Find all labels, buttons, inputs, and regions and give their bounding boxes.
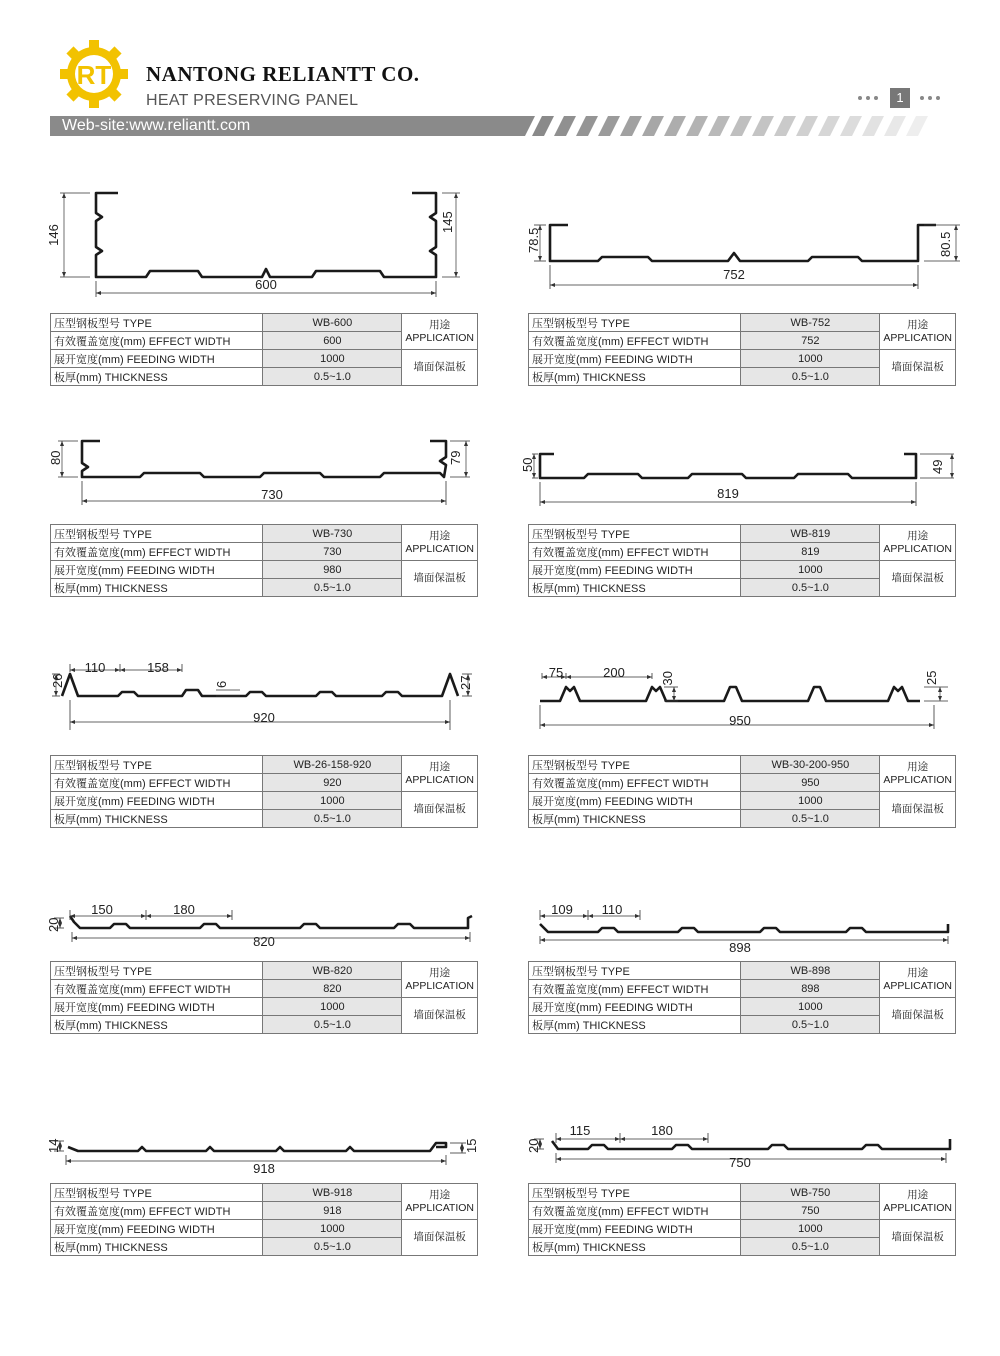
row-type (51, 756, 478, 774)
page-subtitle: HEAT PRESERVING PANEL (146, 92, 359, 109)
application-cn: 用途 (907, 760, 929, 773)
dim-width: 750 (729, 1155, 751, 1170)
spec-table (528, 961, 956, 1034)
row-feeding-width (51, 561, 478, 579)
dim-width: 600 (255, 277, 277, 292)
value-feeding-width: 1000 (263, 350, 402, 368)
value-type: WB-820 (263, 962, 402, 980)
application-en: APPLICATION (883, 542, 952, 555)
dim-width: 898 (729, 940, 751, 955)
application-en: APPLICATION (883, 1201, 952, 1214)
dim-height-right: 15 (464, 1138, 479, 1153)
profile-drawing (46, 185, 478, 313)
value-effect-width: 752 (741, 332, 880, 350)
row-feeding-width (51, 998, 478, 1016)
application-header (402, 756, 478, 792)
row-feeding-width (529, 792, 956, 810)
website-link[interactable]: Web-site:www.reliantt.com (62, 117, 251, 134)
label-thickness: 板厚(mm) THICKNESS (51, 579, 263, 597)
dim-width: 752 (723, 267, 745, 282)
profile-drawing (520, 450, 956, 524)
value-effect-width: 918 (263, 1202, 402, 1220)
application-en: APPLICATION (883, 331, 952, 344)
dim-height-left: 80 (48, 450, 63, 465)
value-effect-width: 600 (263, 332, 402, 350)
label-feeding-width: 展开宽度(mm) FEEDING WIDTH (529, 561, 741, 579)
application-en: APPLICATION (405, 331, 474, 344)
label-feeding-width: 展开宽度(mm) FEEDING WIDTH (51, 792, 263, 810)
spec-table (528, 313, 956, 386)
application-cn: 用途 (907, 318, 929, 331)
dim-height-right: 49 (930, 459, 945, 474)
spec-table (528, 755, 956, 828)
profile-drawing (528, 900, 956, 961)
row-feeding-width (529, 1220, 956, 1238)
application-header (880, 314, 956, 350)
label-effect-width: 有效覆盖宽度(mm) EFFECT WIDTH (51, 1202, 263, 1220)
application-value: 墙面保温板 (402, 998, 478, 1034)
label-feeding-width: 展开宽度(mm) FEEDING WIDTH (529, 998, 741, 1016)
dim-height-right: 25 (924, 670, 939, 685)
label-thickness: 板厚(mm) THICKNESS (51, 1016, 263, 1034)
value-type: WB-600 (263, 314, 402, 332)
profile-drawing (528, 1123, 956, 1183)
row-feeding-width (51, 1220, 478, 1238)
value-feeding-width: 1000 (263, 1220, 402, 1238)
application-cn: 用途 (429, 966, 451, 979)
application-value: 墙面保温板 (880, 1220, 956, 1256)
label-feeding-width: 展开宽度(mm) FEEDING WIDTH (51, 561, 263, 579)
company-name: NANTONG RELIANTT CO. (146, 62, 420, 86)
dim-height-right: 79 (448, 450, 463, 465)
value-effect-width: 820 (263, 980, 402, 998)
row-feeding-width (529, 561, 956, 579)
label-feeding-width: 展开宽度(mm) FEEDING WIDTH (529, 1220, 741, 1238)
application-en: APPLICATION (405, 773, 474, 786)
application-en: APPLICATION (883, 979, 952, 992)
website-bar (50, 116, 930, 136)
application-value: 墙面保温板 (880, 792, 956, 828)
application-value: 墙面保温板 (402, 561, 478, 597)
value-effect-width: 819 (741, 543, 880, 561)
value-effect-width: 898 (741, 980, 880, 998)
application-header (402, 1184, 478, 1220)
label-effect-width: 有效覆盖宽度(mm) EFFECT WIDTH (51, 774, 263, 792)
value-feeding-width: 1000 (263, 998, 402, 1016)
dim-height-left: 20 (526, 1138, 541, 1153)
row-type (51, 962, 478, 980)
application-en: APPLICATION (883, 773, 952, 786)
label-thickness: 板厚(mm) THICKNESS (51, 1238, 263, 1256)
value-feeding-width: 1000 (741, 350, 880, 368)
value-thickness: 0.5~1.0 (741, 1238, 880, 1256)
dim-width: 730 (261, 487, 283, 502)
dim-height-right: 80.5 (938, 231, 953, 257)
dim-pitch-2: 158 (147, 660, 169, 675)
label-feeding-width: 展开宽度(mm) FEEDING WIDTH (51, 1220, 263, 1238)
application-cn: 用途 (429, 1188, 451, 1201)
dim-rib-height: 6 (214, 680, 229, 688)
row-type (51, 525, 478, 543)
dim-width: 950 (729, 713, 751, 728)
row-type (529, 525, 956, 543)
spec-table (50, 313, 478, 386)
value-thickness: 0.5~1.0 (263, 810, 402, 828)
value-effect-width: 750 (741, 1202, 880, 1220)
application-cn: 用途 (907, 529, 929, 542)
label-effect-width: 有效覆盖宽度(mm) EFFECT WIDTH (529, 332, 741, 350)
spec-table (528, 524, 956, 597)
label-thickness: 板厚(mm) THICKNESS (529, 1016, 741, 1034)
dim-height-left: 26 (50, 673, 65, 688)
value-type: WB-898 (741, 962, 880, 980)
application-header (402, 962, 478, 998)
value-thickness: 0.5~1.0 (263, 368, 402, 386)
application-value: 墙面保温板 (402, 350, 478, 386)
value-thickness: 0.5~1.0 (263, 1238, 402, 1256)
dim-width: 819 (717, 486, 739, 501)
label-thickness: 板厚(mm) THICKNESS (51, 368, 263, 386)
application-value: 墙面保温板 (402, 792, 478, 828)
dim-pitch-1: 75 (548, 665, 564, 680)
label-feeding-width: 展开宽度(mm) FEEDING WIDTH (529, 792, 741, 810)
application-header (880, 525, 956, 561)
application-value: 墙面保温板 (880, 998, 956, 1034)
value-thickness: 0.5~1.0 (263, 1016, 402, 1034)
profile-drawing (46, 1123, 479, 1183)
row-type (529, 962, 956, 980)
profile-drawing (50, 660, 478, 755)
value-effect-width: 950 (741, 774, 880, 792)
dim-pitch-1: 115 (569, 1123, 591, 1138)
row-type (51, 314, 478, 332)
label-effect-width: 有效覆盖宽度(mm) EFFECT WIDTH (51, 980, 263, 998)
row-feeding-width (51, 350, 478, 368)
label-thickness: 板厚(mm) THICKNESS (529, 1238, 741, 1256)
application-value: 墙面保温板 (402, 1220, 478, 1256)
label-thickness: 板厚(mm) THICKNESS (529, 368, 741, 386)
spec-table (528, 1183, 956, 1256)
page-number: 1 (890, 88, 910, 108)
value-feeding-width: 1000 (263, 792, 402, 810)
dim-width: 918 (253, 1161, 275, 1176)
label-type: 压型钢板型号 TYPE (529, 756, 741, 774)
value-effect-width: 920 (263, 774, 402, 792)
value-feeding-width: 1000 (741, 792, 880, 810)
dim-height-left: 78.5 (526, 227, 541, 253)
label-type: 压型钢板型号 TYPE (51, 1184, 263, 1202)
dim-width: 920 (253, 710, 275, 725)
value-thickness: 0.5~1.0 (741, 810, 880, 828)
application-en: APPLICATION (405, 979, 474, 992)
application-value: 墙面保温板 (880, 561, 956, 597)
application-header (880, 962, 956, 998)
application-en: APPLICATION (405, 1201, 474, 1214)
label-thickness: 板厚(mm) THICKNESS (529, 579, 741, 597)
dim-height-right: 27 (458, 675, 473, 690)
label-type: 压型钢板型号 TYPE (529, 962, 741, 980)
dim-pitch-2: 180 (651, 1123, 673, 1138)
dim-pitch-2: 180 (173, 902, 195, 917)
dim-pitch-1: 109 (551, 902, 573, 917)
dim-height-left: 14 (46, 1138, 61, 1153)
row-type (529, 756, 956, 774)
label-feeding-width: 展开宽度(mm) FEEDING WIDTH (529, 350, 741, 368)
application-cn: 用途 (429, 529, 451, 542)
dim-rib-height: 30 (660, 671, 675, 686)
row-feeding-width (529, 998, 956, 1016)
label-effect-width: 有效覆盖宽度(mm) EFFECT WIDTH (529, 543, 741, 561)
label-thickness: 板厚(mm) THICKNESS (529, 810, 741, 828)
application-header (880, 756, 956, 792)
label-type: 压型钢板型号 TYPE (529, 314, 741, 332)
dim-pitch-1: 110 (84, 660, 106, 675)
spec-table (50, 755, 478, 828)
application-cn: 用途 (907, 1188, 929, 1201)
dim-height-left: 20 (46, 917, 61, 932)
logo-letters: RT (76, 60, 112, 90)
value-feeding-width: 1000 (741, 1220, 880, 1238)
label-type: 压型钢板型号 TYPE (51, 756, 263, 774)
value-thickness: 0.5~1.0 (741, 1016, 880, 1034)
dim-height-left: 146 (46, 224, 61, 246)
label-effect-width: 有效覆盖宽度(mm) EFFECT WIDTH (51, 543, 263, 561)
dots-left-icon (858, 96, 880, 100)
application-cn: 用途 (429, 318, 451, 331)
value-effect-width: 730 (263, 543, 402, 561)
gear-logo-icon (58, 38, 130, 110)
label-type: 压型钢板型号 TYPE (51, 525, 263, 543)
row-type (51, 1184, 478, 1202)
dots-right-icon (920, 96, 942, 100)
value-feeding-width: 1000 (741, 998, 880, 1016)
value-type: WB-750 (741, 1184, 880, 1202)
row-type (529, 314, 956, 332)
value-thickness: 0.5~1.0 (741, 368, 880, 386)
row-feeding-width (529, 350, 956, 368)
value-type: WB-730 (263, 525, 402, 543)
value-type: WB-918 (263, 1184, 402, 1202)
label-effect-width: 有效覆盖宽度(mm) EFFECT WIDTH (529, 1202, 741, 1220)
profile-drawing (46, 900, 478, 961)
page-indicator (858, 88, 946, 108)
dim-width: 820 (253, 934, 275, 949)
label-feeding-width: 展开宽度(mm) FEEDING WIDTH (51, 350, 263, 368)
label-effect-width: 有效覆盖宽度(mm) EFFECT WIDTH (51, 332, 263, 350)
dim-height-left: 50 (520, 457, 535, 472)
label-type: 压型钢板型号 TYPE (529, 525, 741, 543)
application-header (880, 1184, 956, 1220)
application-en: APPLICATION (405, 542, 474, 555)
value-type: WB-30-200-950 (741, 756, 880, 774)
label-effect-width: 有效覆盖宽度(mm) EFFECT WIDTH (529, 774, 741, 792)
row-feeding-width (51, 792, 478, 810)
profile-drawing (50, 435, 478, 524)
application-header (402, 314, 478, 350)
row-type (529, 1184, 956, 1202)
dim-pitch-2: 110 (601, 902, 623, 917)
value-type: WB-752 (741, 314, 880, 332)
value-feeding-width: 980 (263, 561, 402, 579)
profile-drawing (528, 665, 956, 755)
spec-table (50, 1183, 478, 1256)
value-type: WB-819 (741, 525, 880, 543)
value-thickness: 0.5~1.0 (263, 579, 402, 597)
label-type: 压型钢板型号 TYPE (529, 1184, 741, 1202)
dim-height-right: 145 (440, 211, 455, 233)
application-value: 墙面保温板 (880, 350, 956, 386)
dim-pitch-1: 150 (91, 902, 113, 917)
label-type: 压型钢板型号 TYPE (51, 314, 263, 332)
application-cn: 用途 (907, 966, 929, 979)
value-thickness: 0.5~1.0 (741, 579, 880, 597)
label-thickness: 板厚(mm) THICKNESS (51, 810, 263, 828)
dim-pitch-2: 200 (603, 665, 625, 680)
value-feeding-width: 1000 (741, 561, 880, 579)
application-cn: 用途 (429, 760, 451, 773)
label-effect-width: 有效覆盖宽度(mm) EFFECT WIDTH (529, 980, 741, 998)
application-header (402, 525, 478, 561)
label-type: 压型钢板型号 TYPE (51, 962, 263, 980)
value-type: WB-26-158-920 (263, 756, 402, 774)
label-feeding-width: 展开宽度(mm) FEEDING WIDTH (51, 998, 263, 1016)
profile-drawing (528, 215, 956, 313)
spec-table (50, 961, 478, 1034)
spec-table (50, 524, 478, 597)
